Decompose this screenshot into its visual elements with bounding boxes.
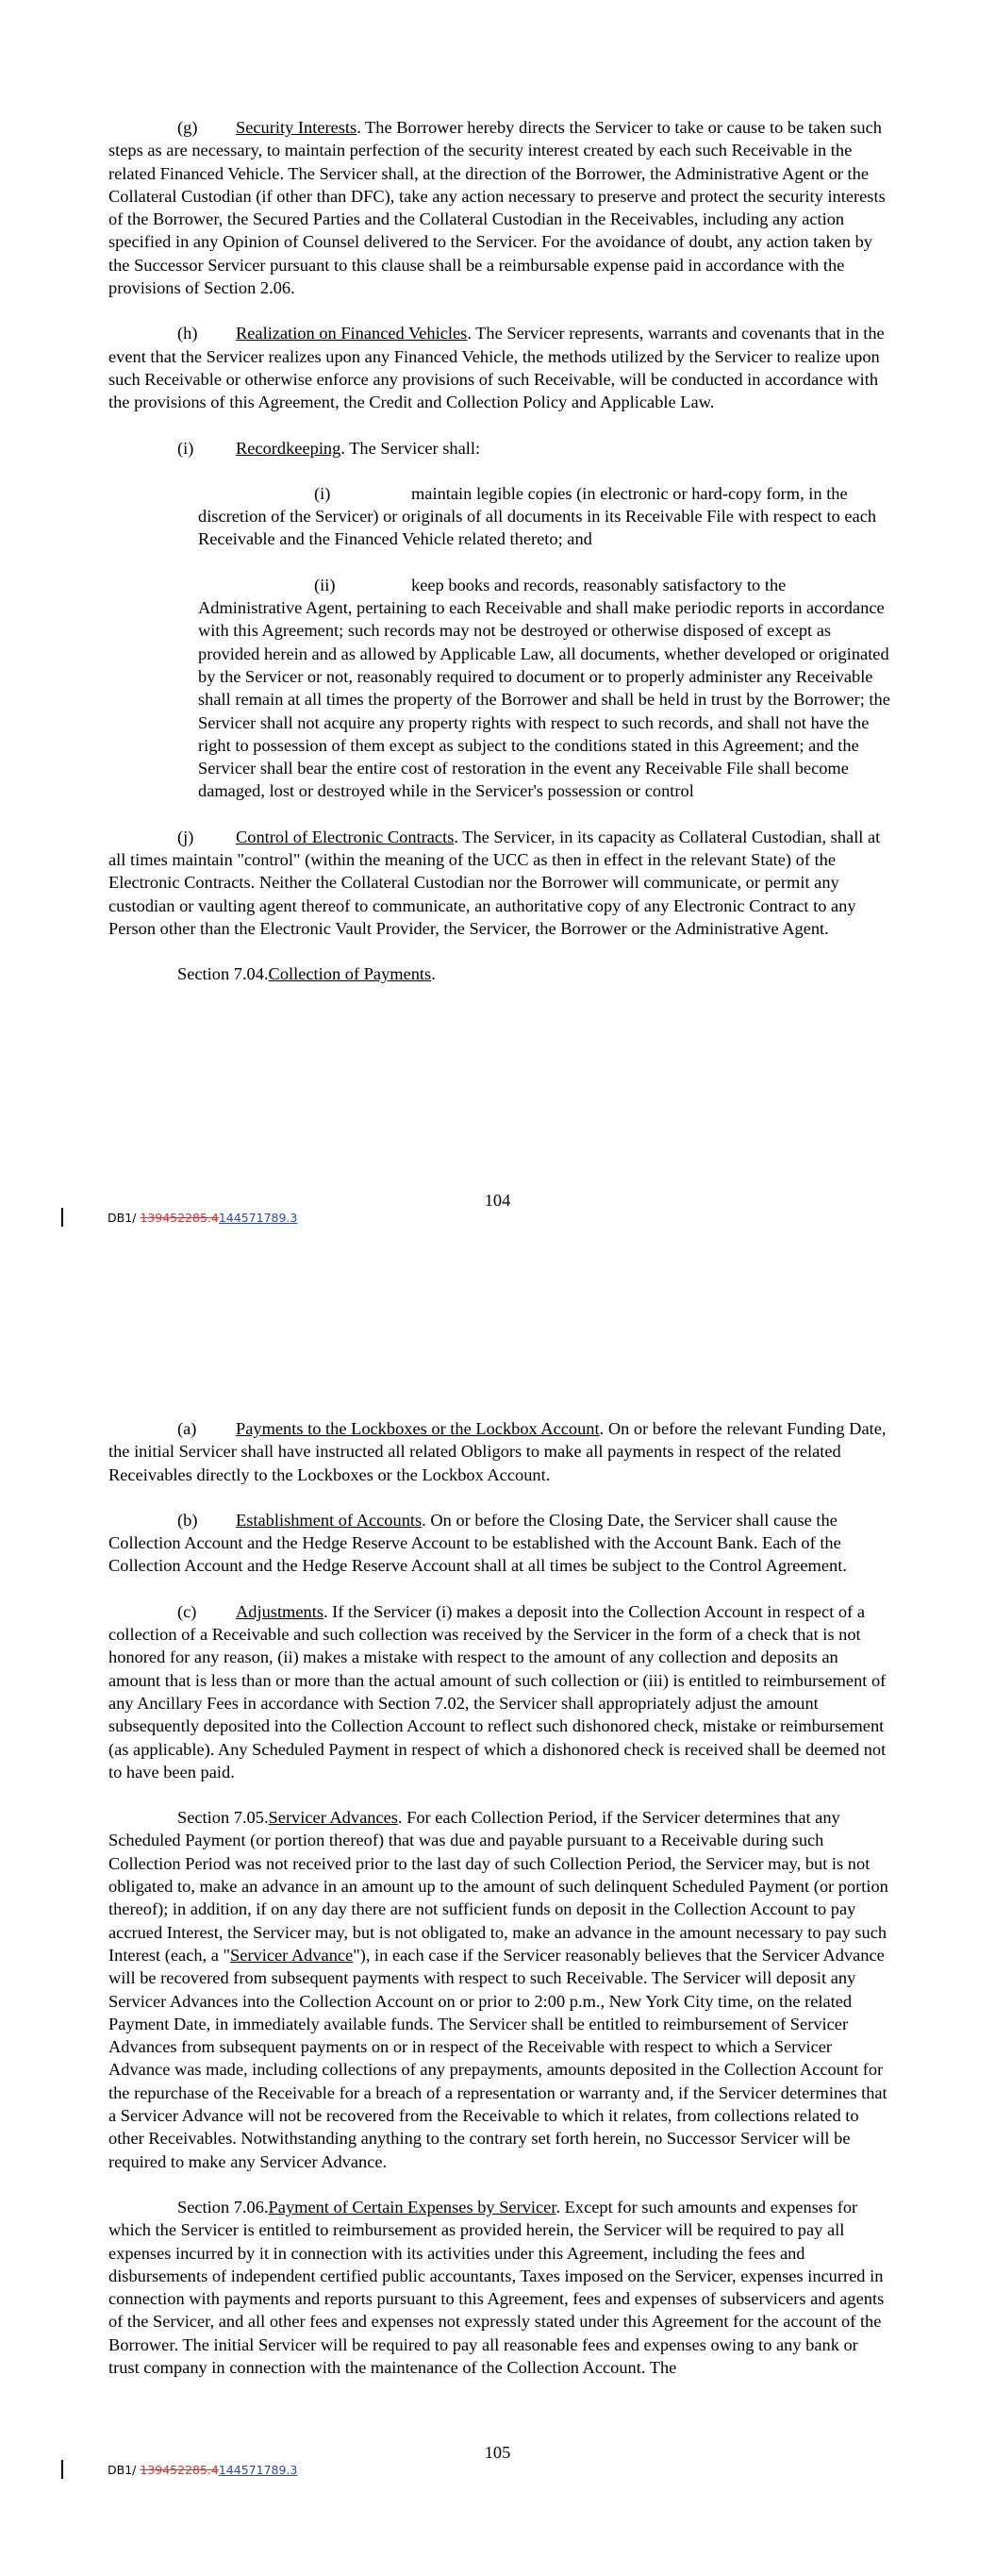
section-label: Section 7.06.: [177, 2197, 269, 2216]
docid-deleted: 139452285.4: [140, 2463, 219, 2477]
clause-text: . The Servicer represents, warrants and covenants that in the event that the Servicer realizes upon any Financed Vehicle, the methods utilized by the Servicer to realize upon such Receivable or otherwise enforce any provisions of such Receivable, will be conducted in accordance with the provisions of this Agreement, the Credit and Collection Policy and Applicable Law.: [108, 324, 885, 412]
docid-deleted: 139452285.4: [140, 1211, 219, 1225]
clause-text: . On or before the Closing Date, the Servicer shall cause the Collection Account and the Hedge Reserve Account to be established with the Account Bank. Each of the Collection Account and the Hedge Reserve Account shall at all times be subject to the Control Agreement.: [108, 1510, 847, 1576]
page-body: [108, 116, 891, 1009]
docid-prefix: DB1/: [108, 1211, 141, 1225]
document-id: [108, 1211, 297, 1225]
subclause-text: keep books and records, reasonably satisfactory to the Administrative Agent, pertaining to each Receivable and shall make periodic reports in accordance with this Agreement; such records may not be destroyed or otherwise disposed of except as provided herein and as allowed by Applicable Law, all documents, whether developed or originated by the Servicer or not, reasonably required to document or to properly administer any Receivable shall remain at all times the property of the Borrower and shall be held in trust by the Borrower; the Servicer shall not acquire any property rights with respect to such records, and shall not have the right to possession of them except as subject to the conditions stated in this Agreement; and the Servicer shall bear the entire cost of restoration in the event any Receivable File shall become damaged, lost or destroyed while in the Servicer's possession or control: [198, 575, 890, 801]
section-heading-tail: .: [431, 964, 436, 984]
clause-heading: Payments to the Lockboxes or the Lockbox Account: [236, 1419, 600, 1438]
section-7-06: [108, 2196, 891, 2379]
subclause-number: (i): [314, 483, 331, 503]
page-number: 104: [484, 1191, 511, 1210]
clause-text: . On or before the relevant Funding Date, the initial Servicer shall have instructed all related Obligors to make all payments in respect of the related Receivables directly to the Lockboxes or the Lockbox Account.: [108, 1419, 887, 1484]
clause-text: . The Servicer, in its capacity as Collateral Custodian, shall at all times maintain "control" (within the meaning of the UCC as then in effect in the relevant State) of the Electronic Contracts. Neither the Collateral Custodian nor the Borrower will communicate, or permit any custodian or vaulting agent thereof to communicate, an authoritative copy of any Electronic Contract to any Person other than the Electronic Vault Provider, the Servicer, the Borrower or the Administrative Agent.: [108, 827, 881, 938]
paragraph-h: [108, 322, 891, 413]
clause-text: . If the Servicer (i) makes a deposit into the Collection Account in respect of a collection of a Receivable and such collection was received by the Servicer in the form of a check that is not honored for any reason, (ii) makes a mistake with respect to the amount of any collection and deposits an amount that is less than or more than the actual amount of such collection or (iii) is entitled to reimbursement of any Ancillary Fees in accordance with Section 7.02, the Servicer shall appropriately adjust the amount subsequently deposited into the Collection Account to reflect such dishonored check, mistake or reimbursement (as applicable). Any Scheduled Payment in respect of which a dishonored check is received shall be deemed not to have been paid.: [108, 1601, 887, 1781]
page-number: 105: [484, 2443, 511, 2462]
defined-term: Servicer Advance: [230, 1945, 354, 1965]
paragraph-i: [108, 437, 891, 460]
clause-number: (i): [177, 438, 194, 458]
docid-inserted: 144571789.3: [218, 1211, 298, 1225]
section-label: Section 7.05.: [177, 1808, 269, 1828]
section-7-05: [108, 1806, 891, 2173]
paragraph-i-i: [198, 482, 891, 551]
section-heading: Collection of Payments: [268, 964, 432, 984]
paragraph-i-ii: [198, 574, 891, 803]
paragraph-g: [108, 116, 891, 299]
clause-heading: Realization on Financed Vehicles: [236, 324, 468, 343]
clause-heading: Adjustments: [236, 1601, 323, 1621]
docid-inserted: 144571789.3: [218, 2463, 298, 2477]
section-text: . For each Collection Period, if the Servicer determines that any Scheduled Payment (or portion thereof) that was due and payable pursuant to a Receivable during such Collection Period was not received prior to the last day of such Collection Period, the Servicer may, but is not obligated to, make an advance in an amount up to the amount of such delinquent Scheduled Payment (or portion thereof); in addition, if on any day there are not sufficient funds on deposit in the Collection Account to pay accrued Interest, the Servicer may, but is not obligated to, make an advance in the amount necessary to pay such Interest (each, a ": [108, 1808, 888, 1965]
clause-heading: Recordkeeping: [236, 438, 341, 458]
clause-number: (b): [177, 1510, 198, 1530]
paragraph-c: [108, 1600, 891, 1783]
paragraph-j: [108, 826, 891, 940]
clause-number: (j): [177, 827, 194, 846]
clause-number: (g): [177, 118, 198, 137]
subclause-text: maintain legible copies (in electronic or hard-copy form, in the discretion of the Servicer) or originals of all documents in its Receivable File with respect to each Receivable and the Financed Vehicle related thereto; and: [198, 483, 877, 549]
page-body: [108, 1417, 891, 2401]
docid-prefix: DB1/: [108, 2463, 141, 2477]
clause-text: . The Borrower hereby directs the Servicer to take or cause to be taken such steps as are necessary, to maintain perfection of the security interest created by each such Receivable in the related Financed Vehicle. The Servicer shall, at the direction of the Borrower, the Administrative Agent or the Collateral Custodian (if other than DFC), take any action necessary to preserve and protect the security interests of the Borrower, the Secured Parties and the Collateral Custodian in the Receivables, including any action specified in any Opinion of Counsel delivered to the Servicer. For the avoidance of doubt, any action taken by the Successor Servicer pursuant to this clause shall be a reimbursable expense paid in accordance with the provisions of Section 2.06.: [108, 118, 886, 298]
clause-text: . The Servicer shall:: [340, 438, 481, 458]
change-bar: [61, 1208, 63, 1227]
paragraph-b: [108, 1509, 891, 1578]
clause-number: (a): [177, 1419, 197, 1438]
clause-number: (c): [177, 1601, 197, 1621]
subclause-number: (ii): [314, 575, 336, 594]
paragraph-a: [108, 1417, 891, 1486]
page-105: [0, 1264, 995, 2576]
clause-heading: Establishment of Accounts: [236, 1510, 423, 1530]
clause-heading: Control of Electronic Contracts: [236, 827, 455, 846]
section-text-continued: "), in each case if the Servicer reasonably believes that the Servicer Advance will be recovered from subsequent payments with respect to such Receivable. The Servicer will deposit any Servicer Advances into the Collection Account on or prior to 2:00 p.m., New York City time, on the related Payment Date, in immediately available funds. The Servicer shall be entitled to reimbursement of Servicer Advances from subsequent payments on or in respect of the Receivable with respect to which a Servicer Advance was made, including collections of any prepayments, amounts deposited in the Collection Account for the repurchase of the Receivable for a breach of a representation or warranty and, if the Servicer determines that a Servicer Advance will not be recovered from the Receivable to which it relates, from collections related to other Receivables. Notwithstanding anything to the contrary set forth herein, no Successor Servicer will be required to make any Servicer Advance.: [108, 1945, 887, 2171]
page-104: [0, 0, 995, 1264]
section-label: Section 7.04.: [177, 964, 269, 984]
clause-number: (h): [177, 324, 198, 343]
section-heading: Payment of Certain Expenses by Servicer: [268, 2197, 556, 2216]
section-7-04-heading: [108, 962, 891, 985]
document-id: [108, 2463, 297, 2477]
section-text: . Except for such amounts and expenses for which the Servicer is entitled to reimbursement as provided herein, the Servicer will be required to pay all expenses incurred by it in connection with its activities under this Agreement, including the fees and disbursements of independent certified public accountants, Taxes imposed on the Servicer, expenses incurred in connection with payments and reports pursuant to this Agreement, fees and expenses of subservicers and agents of the Servicer, and all other fees and expenses not expressly stated under this Agreement for the account of the Borrower. The initial Servicer will be required to pay all reasonable fees and expenses owing to any bank or trust company in connection with the maintenance of the Collection Account. The: [108, 2197, 885, 2377]
section-heading: Servicer Advances: [268, 1808, 398, 1828]
clause-heading: Security Interests: [236, 118, 357, 137]
change-bar: [61, 2460, 63, 2479]
